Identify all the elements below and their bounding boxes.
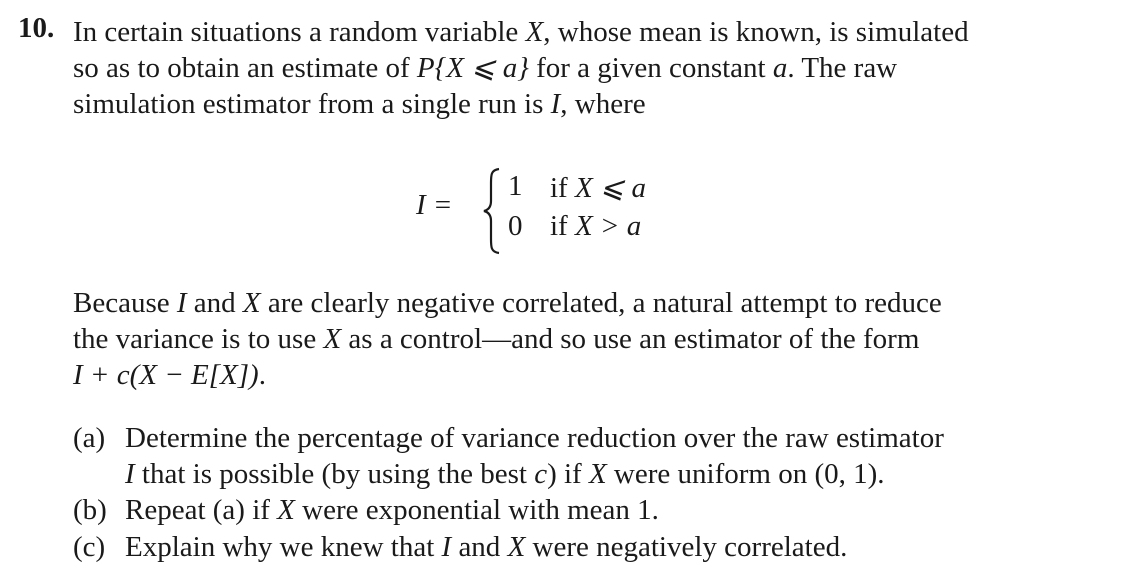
part-text: were uniform on (0, 1).: [606, 458, 885, 490]
math-var: X: [507, 531, 526, 563]
math-expression: I + c(X − E[X]): [73, 359, 259, 391]
math-var: a: [772, 52, 788, 84]
case-cond-math: X > a: [574, 210, 642, 242]
equation-lhs: I =: [416, 189, 453, 221]
part-a-label: (a): [73, 422, 106, 454]
math-var: X: [525, 16, 544, 48]
intro-text: , where: [560, 88, 646, 120]
case-2-value: 0: [508, 210, 523, 242]
part-c-label: (c): [73, 531, 106, 563]
part-c-line-1: [125, 529, 847, 565]
body-text: the variance is to use: [73, 323, 324, 355]
math-var: X: [323, 323, 342, 355]
intro-line-1: [73, 14, 969, 50]
part-text: that is possible (by using the best: [134, 458, 535, 490]
math-expression: P{X ⩽ a}: [416, 52, 529, 84]
part-text: Determine the percentage of variance reduction over the raw estimator: [125, 422, 944, 454]
math-var: I: [550, 88, 561, 120]
body-text: and: [186, 287, 243, 319]
math-var: I: [125, 458, 135, 490]
math-var: I: [441, 531, 452, 563]
part-text: were exponential with mean 1.: [294, 494, 659, 526]
body-line-2: [73, 321, 919, 357]
intro-text: for a given constant: [528, 52, 773, 84]
intro-text: so as to obtain an estimate of: [73, 52, 417, 84]
intro-text: , whose mean is known, is simulated: [543, 16, 969, 48]
part-text: Repeat (a) if: [125, 494, 278, 526]
part-b-line-1: [125, 492, 659, 528]
math-var: X: [242, 287, 261, 319]
case-cond-text: if: [550, 172, 575, 204]
body-text: Because: [73, 287, 177, 319]
body-line-1: [73, 285, 942, 321]
intro-line-3: [73, 86, 646, 122]
part-a-line-2: [125, 456, 885, 492]
problem-number: 10.: [18, 12, 55, 44]
case-cond-text: if: [550, 210, 575, 242]
left-brace-icon: [482, 167, 502, 255]
body-text: as a control—and so use an estimator of the form: [341, 323, 920, 355]
part-text: Explain why we knew that: [125, 531, 442, 563]
part-a-line-1: [125, 420, 944, 456]
math-var: c: [534, 458, 548, 490]
part-text: were negatively correlated.: [525, 531, 848, 563]
body-text: .: [258, 359, 266, 391]
case-1-value: 1: [508, 170, 523, 202]
body-line-3: [73, 357, 266, 393]
case-1-condition: [550, 170, 646, 205]
math-var: X: [277, 494, 295, 526]
case-2-condition: [550, 210, 641, 243]
math-var: I: [176, 287, 187, 319]
case-cond-math: X ⩽ a: [574, 172, 646, 204]
intro-text: simulation estimator from a single run is: [73, 88, 551, 120]
intro-text: . The raw: [787, 52, 898, 84]
piecewise-equation: [416, 165, 676, 255]
part-b-label: (b): [73, 494, 107, 526]
intro-line-2: [73, 50, 897, 86]
math-var: X: [588, 458, 607, 490]
part-text: and: [451, 531, 508, 563]
body-text: are clearly negative correlated, a natural attempt to reduce: [260, 287, 942, 319]
intro-text: In certain situations a random variable: [73, 16, 526, 48]
part-text: ) if: [547, 458, 589, 490]
